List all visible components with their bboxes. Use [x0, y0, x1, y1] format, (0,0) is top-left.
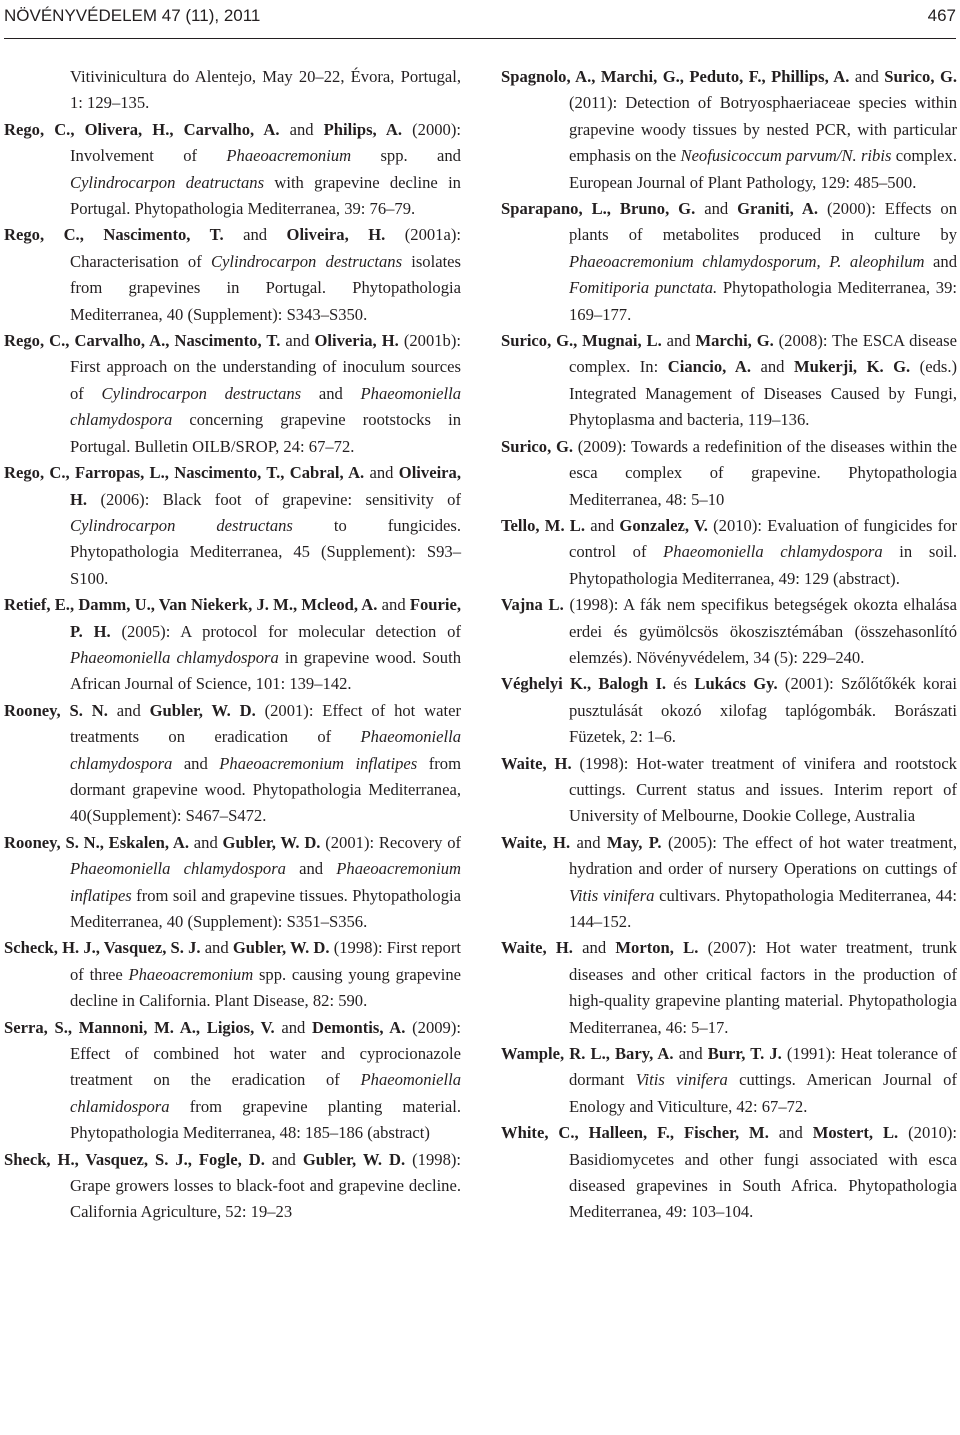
reference-text: and [661, 331, 696, 351]
reference-text: cultivars. Phytopathologia Mediterranea, 44: 144–152. [569, 885, 957, 931]
reference-entry [501, 196, 957, 328]
author-names: Mostert, L. [812, 1123, 899, 1143]
reference-text: in grapevine wood. South African Journal of Science, 101: 139–142. [70, 647, 461, 694]
reference-text: (2001): Szőlőtőkék korai pusztulását okozó xilofag taplógombák. Borászati Füzetek, 2: 1–6. [569, 674, 958, 747]
italic-term: Phaeomoniella chlamydospora [70, 383, 461, 430]
author-names: Graniti, A. [737, 199, 818, 219]
reference-text: (1998): Grape growers losses to black-foot and grapevine decline. California Agriculture, 52: 19–23 [70, 1149, 462, 1222]
reference-text: and [280, 331, 315, 351]
author-names: Rooney, S. N. [4, 700, 108, 720]
italic-term: Phaeoacremonium chlamydosporum, P. aleophilum [569, 251, 925, 271]
author-names: Oliveria, H. [314, 331, 399, 351]
reference-text: (2008): The ESCA disease complex. In: [569, 331, 957, 377]
italic-term: Phaeoacremonium inflatipes [219, 753, 418, 773]
reference-entry [4, 1147, 461, 1226]
reference-text: and [364, 463, 399, 483]
reference-text: spp. causing young grapevine decline in California. Plant Disease, 82: 590. [70, 964, 461, 1011]
author-names: Morton, L. [615, 938, 699, 958]
reference-text: and [570, 832, 607, 852]
reference-entry [4, 1015, 461, 1147]
italic-term: Phaeomoniella chlamydospora [70, 859, 286, 879]
reference-text: Phytopathologia Mediterranea, 39: 169–177. [569, 278, 957, 324]
reference-text: and [200, 938, 233, 958]
reference-text: (1991): Heat tolerance of dormant [569, 1044, 958, 1090]
author-names: Waite, H. [501, 938, 573, 958]
reference-text: és [666, 674, 695, 694]
italic-term: Phaeoacremonium [128, 964, 254, 984]
reference-entry [4, 830, 461, 936]
author-names: Rego, C., Carvalho, A., Nascimento, T. [4, 331, 281, 351]
italic-term: Vitis vinifera [635, 1070, 728, 1090]
italic-term: Cylindrocarpon destructans [210, 251, 403, 271]
reference-text: (1998): First report of three [70, 938, 461, 984]
reference-text: (2009): Towards a redefinition of the diseases within the esca complex of grapevine. Phytopathologia Mediterranea, 48: 5–10 [569, 436, 957, 509]
reference-text: and [673, 1044, 708, 1064]
italic-term: Neofusicoccum parvum/N. ribis [680, 146, 892, 166]
author-names: Ciancio, A. [667, 357, 751, 377]
author-names: Lukács Gy. [694, 674, 778, 694]
author-names: Gubler, W. D. [222, 832, 321, 852]
italic-term: Phaeomoniella chlamydospora [663, 542, 883, 562]
reference-text: and [285, 859, 337, 879]
author-names: Rooney, S. N., Eskalen, A. [4, 832, 190, 852]
author-names: Scheck, H. J., Vasquez, S. J. [4, 938, 201, 958]
author-names: Véghelyi K., Balogh I. [501, 674, 667, 694]
reference-text: (2009): Effect of combined hot water and cyprocionazole treatment on the eradication of [70, 1017, 461, 1090]
reference-entry [501, 935, 957, 1041]
reference-text: (2001): Recovery of [320, 832, 462, 852]
author-names: Surico, G. [884, 67, 957, 86]
reference-text: concerning grapevine rootstocks in Portugal. Bulletin OILB/SROP, 24: 67–72. [70, 410, 461, 456]
italic-term: Phaeomoniella chlamydospora [70, 647, 279, 667]
italic-term: Cylindrocarpon deatructans [70, 172, 265, 192]
author-names: Sheck, H., Vasquez, S. J., Fogle, D. [4, 1149, 265, 1169]
author-names: Serra, S., Mannoni, M. A., Ligios, V. [4, 1017, 275, 1037]
reference-text: cuttings. American Journal of Enology and Viticulture, 42: 67–72. [569, 1070, 957, 1116]
reference-entry [501, 830, 957, 936]
author-names: Surico, G. [501, 436, 574, 456]
reference-text: (2011): Detection of Botryosphaeriaceae species within grapevine woody tissues by nested PCR, with particular emphasis on the [569, 93, 957, 166]
reference-text: and [279, 119, 324, 139]
reference-entry [501, 592, 957, 671]
reference-entry [4, 935, 461, 1014]
reference-text: and [301, 383, 361, 403]
reference-entry [4, 117, 461, 223]
reference-text: with grapevine decline in Portugal. Phytopathologia Mediterranea, 39: 76–79. [70, 172, 461, 219]
italic-term: Vitis vinifera [569, 885, 655, 905]
reference-text: to fungicides. Phytopathologia Mediterranea, 45 (Supplement): S93–S100. [70, 515, 461, 588]
reference-text: (2000): Involvement of [70, 119, 461, 166]
reference-text: and [768, 1123, 813, 1143]
reference-entry [4, 328, 461, 460]
reference-text: (1998): A fák nem specifikus betegségek okozta elhalása erdei és gyümölcsös ökoszisztémában (összehasonlító elemzés). Növényvédelem, 34 (5): 229–240. [563, 595, 957, 667]
reference-text: (2001): Effect of hot water treatments on eradication of [70, 700, 461, 747]
reference-entry [501, 328, 957, 434]
author-names: May, P. [606, 832, 662, 852]
author-names: Waite, H. [501, 832, 571, 852]
reference-text: (eds.) Integrated Management of Diseases Caused by Fungi, Phytoplasma and bacteria, 119–136. [569, 357, 958, 430]
reference-text: (1998): Hot-water treatment of vinifera and rootstock cuttings. Current status and issues. Interim report of University of Melbourne, Dookie College, Australia [569, 753, 957, 826]
author-names: Oliveira, H. [70, 463, 461, 509]
reference-text: from grapevine planting material. Phytopathologia Mediterranea, 48: 185–186 (abstract) [70, 1096, 461, 1143]
reference-entry [4, 698, 461, 830]
reference-text: in soil. Phytopathologia Mediterranea, 49: 129 (abstract). [569, 542, 957, 588]
journal-title: NÖVÉNYVÉDELEM 47 (11), 2011 [4, 6, 261, 25]
italic-term: Cylindrocarpon destructans [70, 515, 293, 535]
reference-entry [501, 434, 957, 513]
author-names: Rego, C., Farropas, L., Nascimento, T., Cabral, A. [4, 463, 365, 483]
author-names: Vajna L. [501, 595, 564, 615]
reference-entry [501, 671, 957, 750]
reference-text: from soil and grapevine tissues. Phytopathologia Mediterranea, 40 (Supplement): S351–S356. [70, 885, 461, 931]
reference-text: (2001b): First approach on the understanding of inoculum sources of [70, 331, 461, 403]
reference-text: and [750, 357, 794, 377]
author-names: Tello, M. L. [501, 515, 586, 535]
italic-term: Phaeoacremonium [226, 146, 352, 166]
author-names: Gubler, W. D. [149, 700, 256, 720]
author-names: Burr, T. J. [707, 1044, 782, 1064]
author-names: Surico, G., Mugnai, L. [501, 331, 662, 351]
author-names: Oliveira, H. [286, 225, 386, 245]
reference-text: and [189, 832, 223, 852]
reference-text: and [924, 251, 958, 271]
author-names: Rego, C., Nascimento, T. [4, 225, 224, 245]
reference-text: (2001a): Characterisation of [70, 225, 461, 271]
reference-entry [4, 460, 461, 592]
reference-text: (2005): The effect of hot water treatment, hydration and order of nursery Operations on cuttings of [569, 832, 957, 879]
reference-entry [501, 513, 957, 592]
author-names: Philips, A. [323, 119, 403, 139]
reference-text: complex. European Journal of Plant Pathology, 129: 485–500. [569, 146, 957, 192]
reference-text: Vitivinicultura do Alentejo, May 20–22, Évora, Portugal, 1: 129–135. [70, 67, 461, 113]
reference-entry [501, 751, 957, 830]
reference-entry [501, 1041, 957, 1120]
author-names: White, C., Halleen, F., Fischer, M. [501, 1123, 769, 1143]
reference-text: (2000): Effects on plants of metabolites produced in culture by [569, 199, 957, 245]
reference-entry [4, 222, 461, 328]
author-names: Waite, H. [501, 753, 572, 773]
reference-text: isolates from grapevines in Portugal. Phytopathologia Mediterranea, 40 (Supplement): S343–S350. [70, 251, 462, 324]
reference-text: from dormant grapevine wood. Phytopathologia Mediterranea, 40(Supplement): S467–S472. [70, 753, 461, 826]
reference-entry [501, 64, 957, 196]
italic-term: Phaeomoniella chlamydospora [70, 727, 461, 773]
reference-text: and [695, 199, 738, 219]
author-names: Fourie, P. H. [70, 595, 461, 641]
reference-text: (2006): Black foot of grapevine: sensitivity of [87, 489, 461, 509]
page-number: 467 [927, 6, 956, 25]
reference-text: and [172, 753, 220, 773]
reference-text: and [264, 1149, 303, 1169]
reference-entry [501, 1120, 957, 1226]
reference-text: (2005): A protocol for molecular detection of [110, 621, 461, 641]
author-names: Gubler, W. D. [302, 1149, 406, 1169]
reference-text: and [849, 67, 885, 86]
author-names: Gubler, W. D. [232, 938, 330, 958]
author-names: Mukerji, K. G. [793, 357, 911, 377]
author-names: Sparapano, L., Bruno, G. [501, 199, 696, 219]
reference-text: and [585, 515, 620, 535]
reference-text: spp. and [351, 146, 461, 166]
reference-entry [4, 592, 461, 698]
author-names: Demontis, A. [312, 1017, 406, 1037]
author-names: Wample, R. L., Bary, A. [501, 1044, 674, 1064]
reference-column-right [501, 64, 957, 1226]
reference-text: (2010): Basidiomycetes and other fungi associated with esca diseased grapevines in South Africa. Phytopathologia Mediterranea, 49: 103–104. [569, 1123, 958, 1222]
author-names: Rego, C., Olivera, H., Carvalho, A. [4, 119, 280, 139]
author-names: Marchi, G. [695, 331, 774, 351]
italic-term: Phaeoacremonium inflatipes [70, 859, 461, 905]
italic-term: Cylindrocarpon destructans [101, 383, 302, 403]
reference-text: and [107, 700, 150, 720]
reference-text: and [223, 225, 287, 245]
reference-text: (2010): Evaluation of fungicides for control of [569, 515, 957, 562]
reference-text: and [377, 595, 410, 615]
italic-term: Fomitiporia punctata. [569, 278, 718, 298]
author-names: Retief, E., Damm, U., Van Niekerk, J. M., Mcleod, A. [4, 595, 378, 615]
author-names: Gonzalez, V. [619, 515, 708, 535]
reference-continuation [4, 64, 461, 117]
reference-text: (2007): Hot water treatment, trunk diseases and other critical factors in the production of high-quality grapevine planting material. Phytopathologia Mediterranea, 46: 5–17. [569, 938, 957, 1037]
italic-term: Phaeomoniella chlamidospora [70, 1070, 461, 1116]
page-header [4, 0, 956, 39]
reference-text: and [572, 938, 616, 958]
reference-column-left [4, 64, 461, 1226]
reference-text: and [274, 1017, 313, 1037]
author-names: Spagnolo, A., Marchi, G., Peduto, F., Phillips, A. [501, 67, 850, 86]
